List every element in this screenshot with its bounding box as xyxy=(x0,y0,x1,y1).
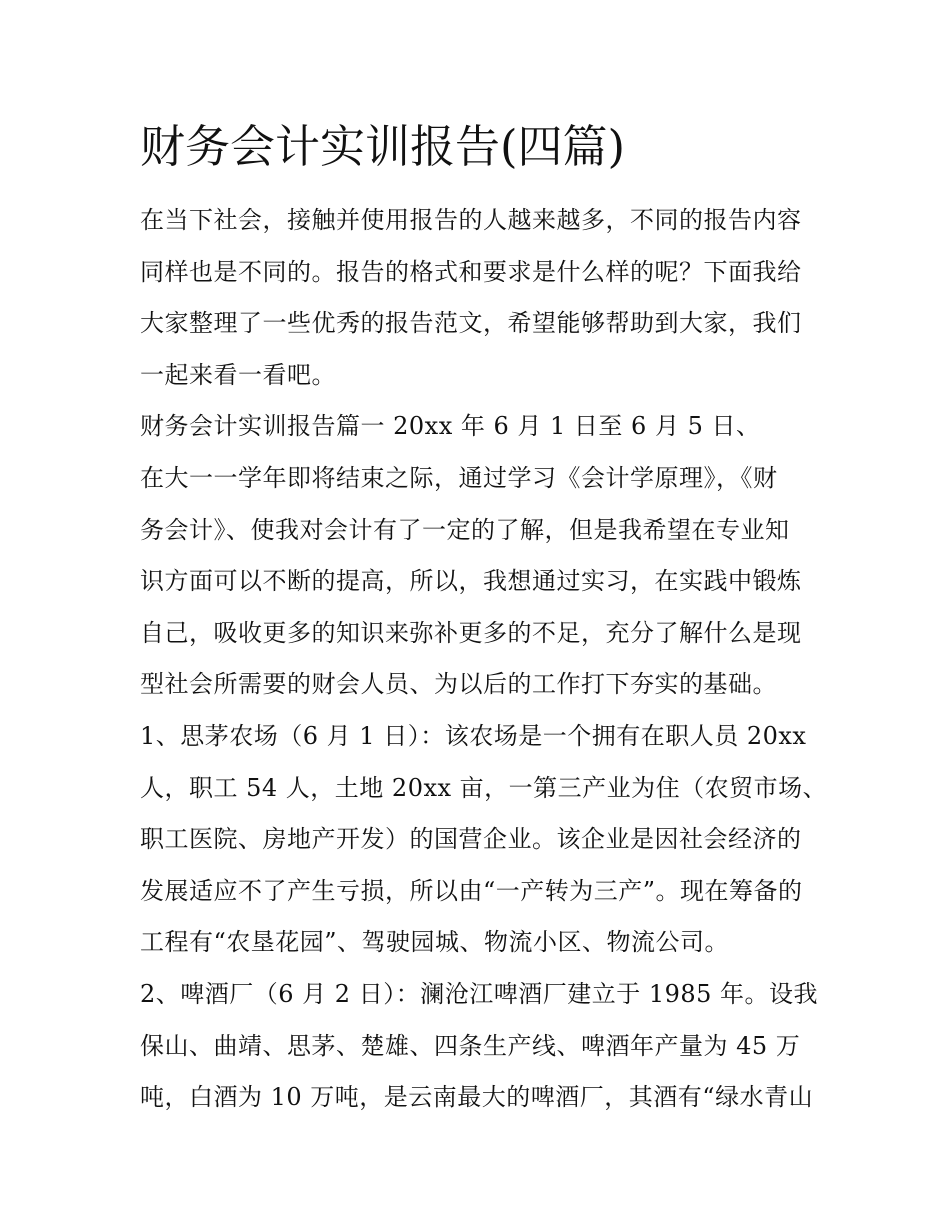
body-line: 吨，白酒为 10 万吨，是云南最大的啤酒厂，其酒有“绿水青山 xyxy=(140,1083,814,1112)
body-line: 一起来看一看吧。 xyxy=(140,360,336,389)
body-line: 自己，吸收更多的知识来弥补更多的不足，充分了解什么是现 xyxy=(140,618,802,647)
body-line: 同样也是不同的。报告的格式和要求是什么样的呢？下面我给 xyxy=(140,257,802,286)
body-line: 在大一一学年即将结束之际，通过学习《会计学原理》，《财 xyxy=(140,463,778,492)
body-line: 识方面可以不断的提高，所以，我想通过实习，在实践中锻炼 xyxy=(140,567,802,596)
body-line: 人，职工 54 人，土地 20xx 亩，一第三产业为住（农贸市场、 xyxy=(140,773,828,802)
body-line: 财务会计实训报告篇一 20xx 年 6 月 1 日至 6 月 5 日、 xyxy=(140,412,761,441)
body-line: 职工医院、房地产开发）的国营企业。该企业是因社会经济的 xyxy=(140,825,802,854)
body-line: 务会计》、使我对会计有了一定的了解，但是我希望在专业知 xyxy=(140,515,790,544)
document-title: 财务会计实训报告(四篇) xyxy=(140,120,626,173)
body-line: 在当下社会，接触并使用报告的人越来越多，不同的报告内容 xyxy=(140,206,802,234)
body-line: 大家整理了一些优秀的报告范文，希望能够帮助到大家，我们 xyxy=(140,309,802,338)
document-body xyxy=(140,195,828,1124)
body-line: 型社会所需要的财会人员、为以后的工作打下夯实的基础。 xyxy=(140,670,777,699)
body-line: 工程有“农垦花园”、驾驶园城、物流小区、物流公司。 xyxy=(140,928,730,957)
body-line: 发展适应不了产生亏损，所以由“一产转为三产”。现在筹备的 xyxy=(140,876,803,905)
body-line: 2、啤酒厂（6 月 2 日）：澜沧江啤酒厂建立于 1985 年。设我 xyxy=(140,979,819,1008)
body-line: 1、思茅农场（6 月 1 日）：该农场是一个拥有在职人员 20xx xyxy=(140,721,807,750)
body-line: 保山、曲靖、思茅、楚雄、四条生产线、啤酒年产量为 45 万 xyxy=(140,1031,801,1060)
